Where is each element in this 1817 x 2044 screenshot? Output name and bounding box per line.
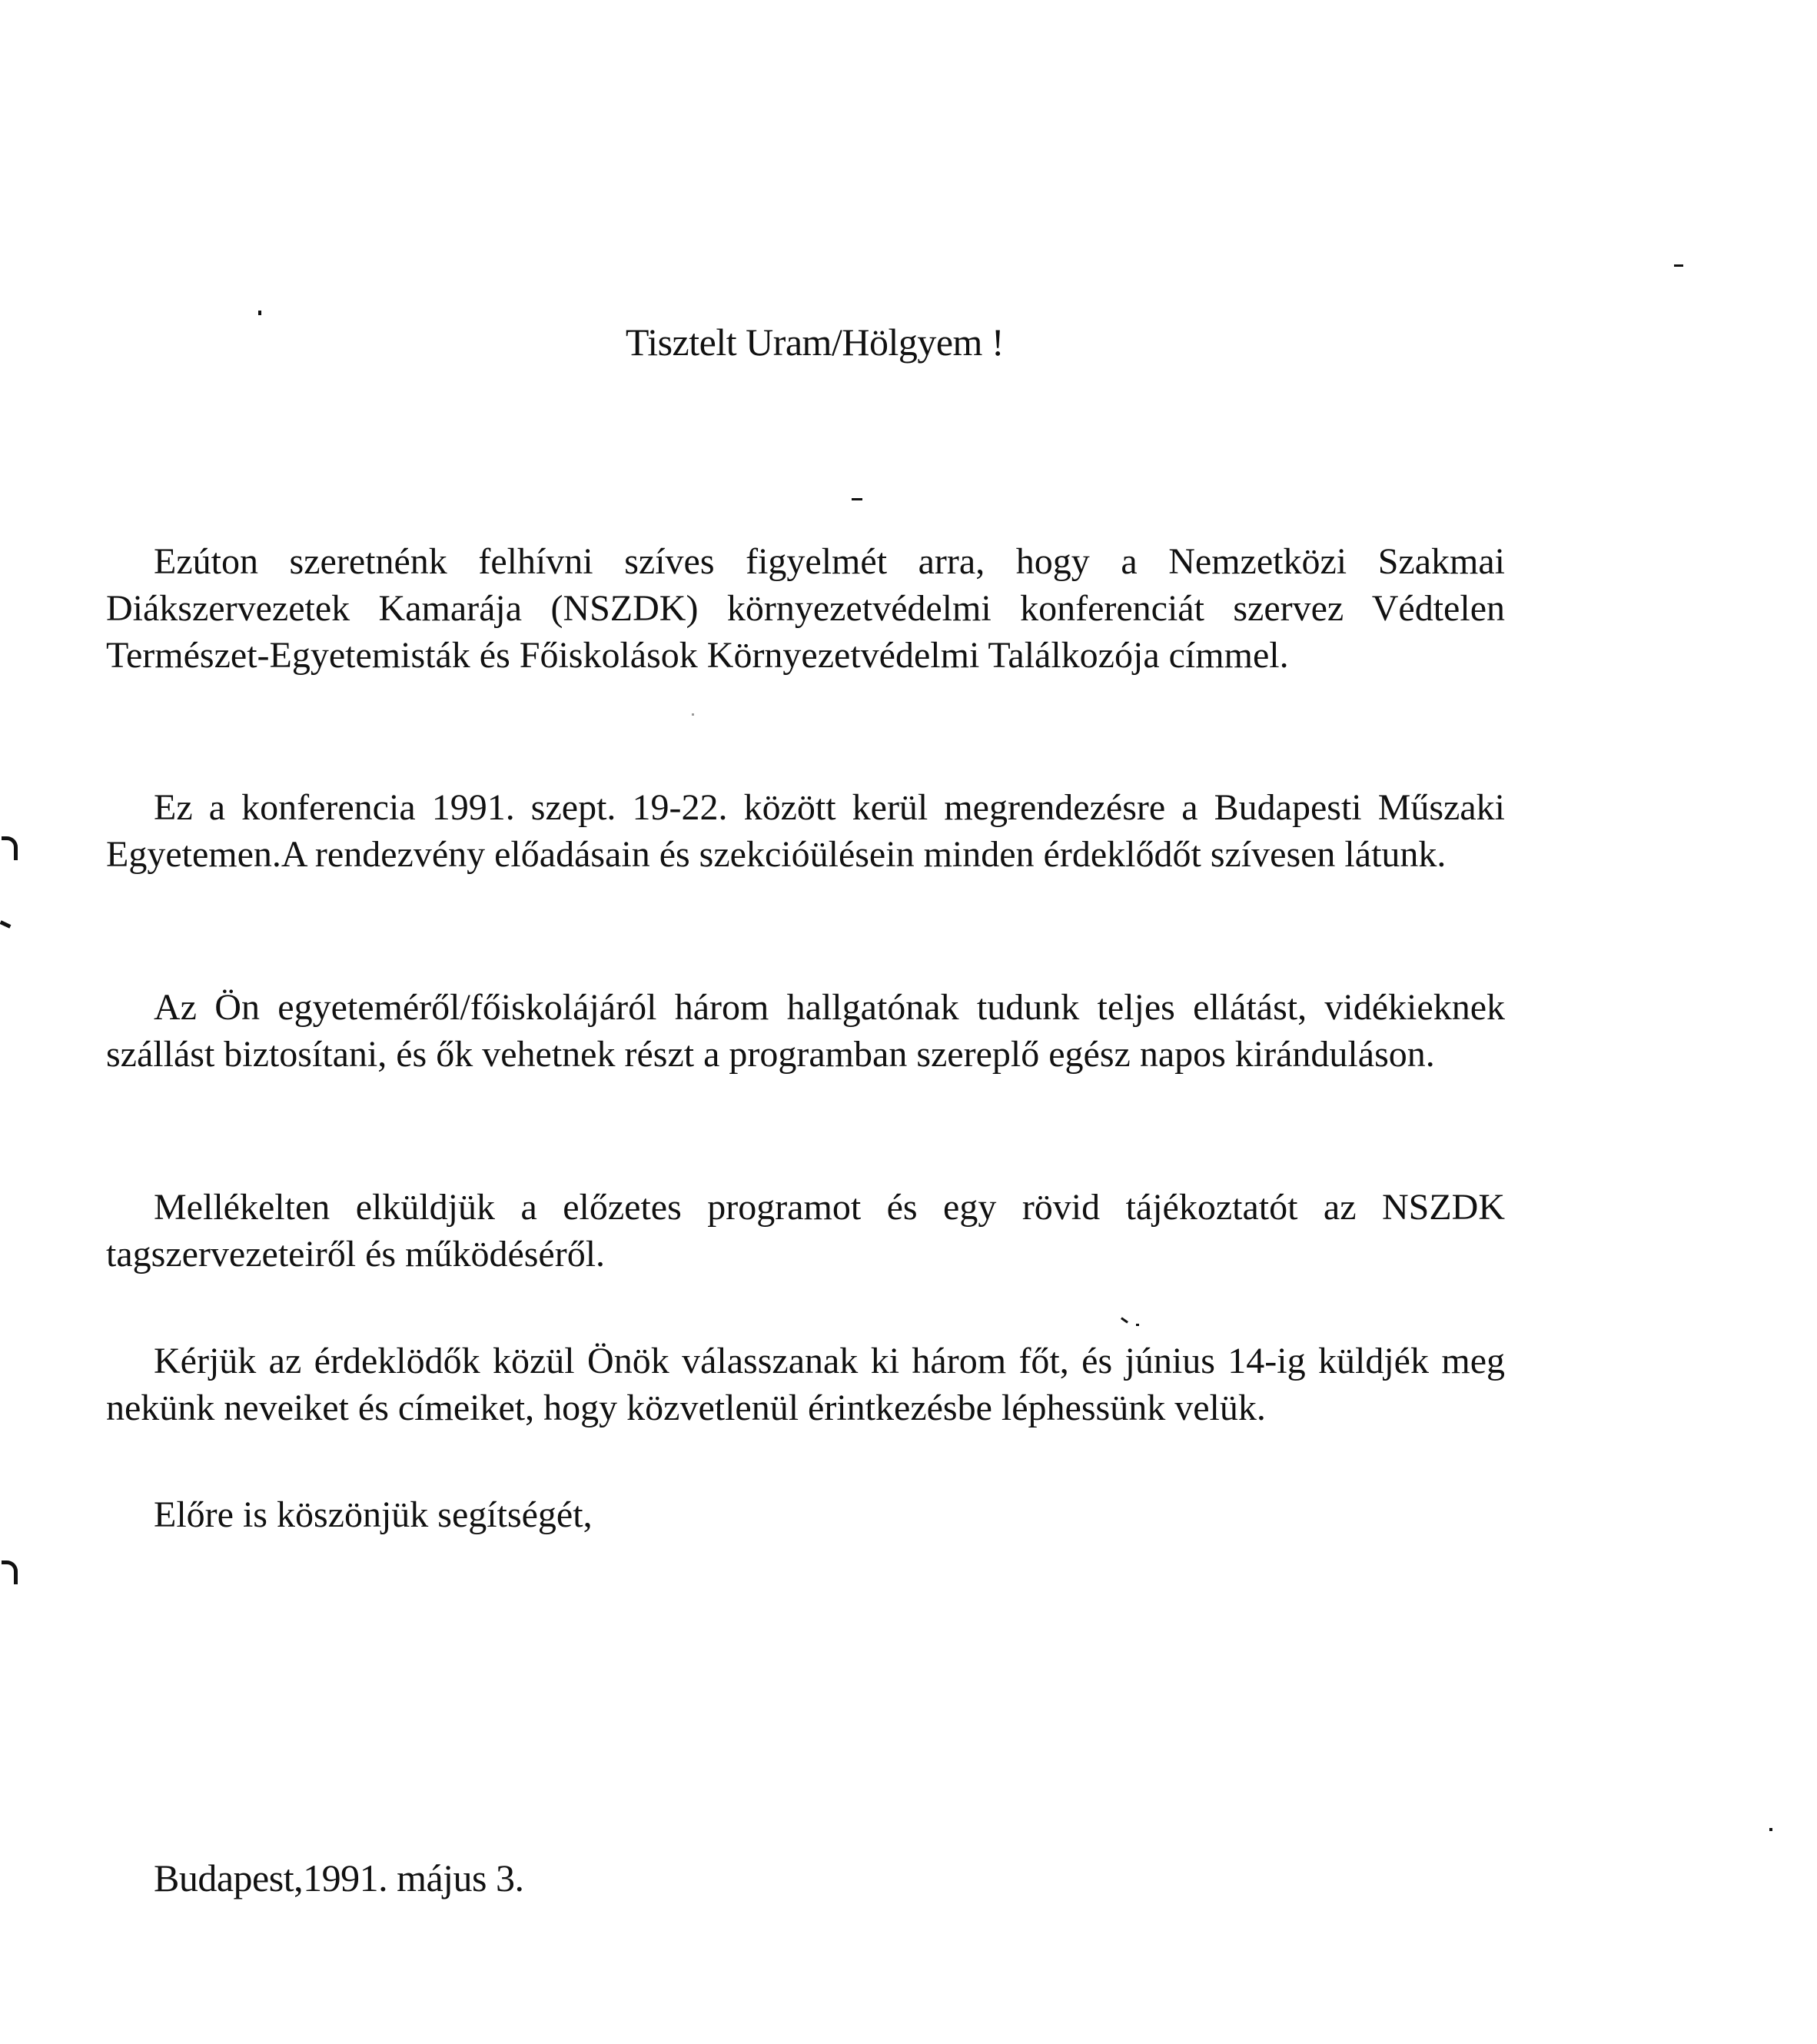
scan-speck	[258, 311, 261, 315]
scan-speck	[692, 713, 694, 716]
scan-speck	[1674, 264, 1683, 267]
paragraph-thanks: Előre is köszönjük segítségét,	[154, 1494, 593, 1535]
binding-hole-mark	[2, 1560, 18, 1584]
scan-speck	[852, 498, 862, 500]
paragraph-conference-date-venue: Ez a konferencia 1991. szept. 19-22. között kerül megrendezésre a Budapesti Műszaki Egyetemen.A rendezvény előadásain és szekcióülésein minden érdeklődőt szívesen látunk.	[106, 787, 1505, 875]
scan-speck	[1769, 1828, 1772, 1831]
paragraph-conference-announcement: Ezúton szeretnénk felhívni szíves figyelmét arra, hogy a Nemzetközi Szakmai Diákszervezetek Kamarája (NSZDK) környezetvédelmi konferenciát szervez Védtelen Természet-Egyetemisták és Főiskolások Környezetvédelmi Találkozója címmel.	[106, 541, 1505, 676]
dateline: Budapest,1991. május 3.	[154, 1856, 524, 1899]
scan-speck	[1136, 1324, 1139, 1326]
paragraph-request: Kérjük az érdeklödők közül Önök válasszanak ki három főt, és június 14-ig küldjék meg nekünk neveiket és címeiket, hogy közvetlenül érintkezésbe léphessünk velük.	[106, 1341, 1505, 1428]
paragraph-attachments: Mellékelten elküldjük a előzetes programot és egy rövid tájékoztatót az NSZDK tagszervezeteiről és működéséről.	[106, 1187, 1505, 1275]
binding-hole-mark	[2, 836, 18, 860]
scan-speck	[0, 920, 11, 928]
paragraph-accommodation-offer: Az Ön egyeteméről/főiskolájáról három hallgatónak tudunk teljes ellátást, vidékieknek szállást biztosítani, és ők vehetnek részt a programban szereplő egész napos kiránduláson.	[106, 987, 1505, 1075]
scan-speck	[1121, 1317, 1128, 1323]
salutation: Tisztelt Uram/Hölgyem !	[625, 321, 1005, 364]
